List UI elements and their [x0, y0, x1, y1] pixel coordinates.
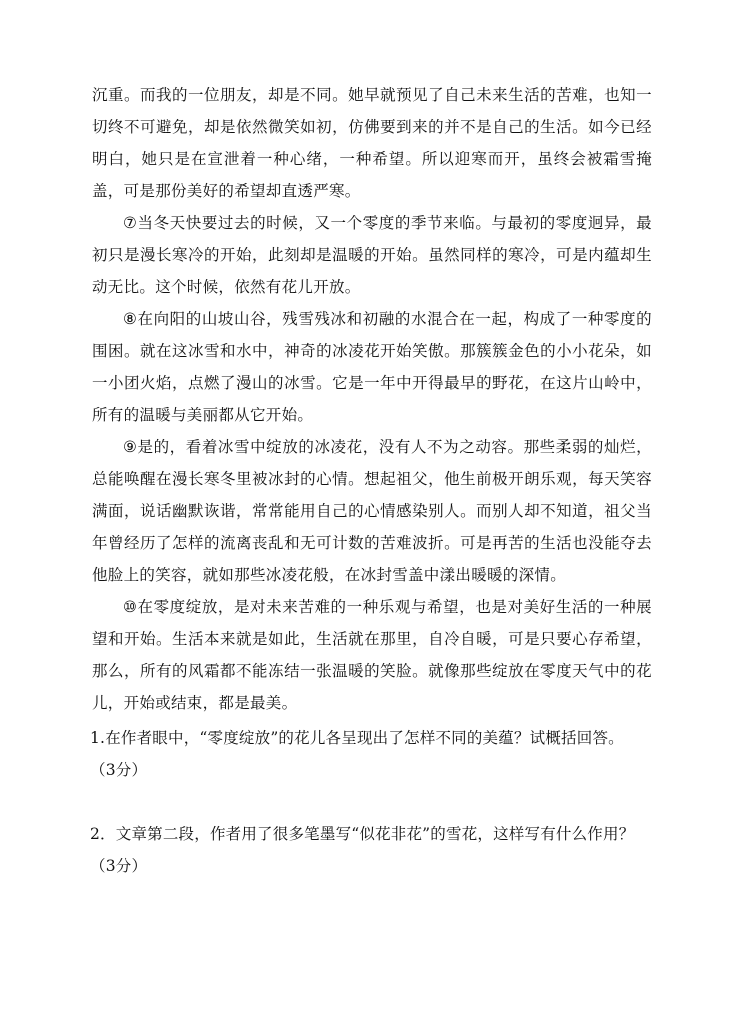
question-2 — [90, 818, 662, 882]
paragraph-9: ⑨是的，看着冰雪中绽放的冰凌花，没有人不为之动容。那些柔弱的灿烂，总能唤醒在漫长寒冬里被冰封的心情。想起祖父，他生前极开朗乐观，每天笑容满面，说话幽默诙谐，常常能用自己的心情感染别人。而别人却不知道，祖父当年曾经历了怎样的流离丧乱和无可计数的苦难波折。可是再苦的生活也没能夺去他脸上的笑容，就如那些冰凌花般，在冰封雪盖中漾出暖暖的深情。 — [92, 438, 652, 584]
paragraph-continuation: 沉重。而我的一位朋友，却是不同。她早就预见了自己未来生活的苦难，也知一切终不可避免，却是依然微笑如初，仿佛要到来的并不是自己的生活。如今已经明白，她只是在宣泄着一种心绪，一种希望。所以迎寒而开，虽终会被霜雪掩盖，可是那份美好的希望却直透严寒。 — [92, 86, 652, 200]
question-1 — [90, 722, 662, 786]
paragraph-10: ⑩在零度绽放，是对未来苦难的一种乐观与希望，也是对美好生活的一种展望和开始。生活本来就是如此，生活就在那里，自冷自暖，可是只要心存希望，那么，所有的风霜都不能冻结一张温暖的笑脸。就像那些绽放在零度天气中的花儿，开始或结束，都是最美。 — [92, 598, 652, 712]
paragraph-8: ⑧在向阳的山坡山谷，残雪残冰和初融的水混合在一起，构成了一种零度的围困。就在这冰雪和水中，神奇的冰凌花开始笑傲。那簇簇金色的小小花朵，如一小团火焰，点燃了漫山的冰雪。它是一年中开得最早的野花，在这片山岭中，所有的温暖与美丽都从它开始。 — [92, 310, 652, 424]
question-2-score: （3分） — [90, 857, 148, 875]
question-1-text: 1.在作者眼中，“零度绽放”的花儿各呈现出了怎样不同的美蕴？试概括回答。 — [90, 729, 624, 747]
paragraph-7: ⑦当冬天快要过去的时候，又一个零度的季节来临。与最初的零度迥异，最初只是漫长寒冷的开始，此刻却是温暖的开始。虽然同样的寒冷，可是内蕴却生动无比。这个时候，依然有花儿开放。 — [92, 214, 652, 296]
question-1-score: （3分） — [90, 761, 148, 779]
question-2-text: 2．文章第二段，作者用了很多笔墨写“似花非花”的雪花，这样写有什么作用？ — [90, 825, 635, 843]
